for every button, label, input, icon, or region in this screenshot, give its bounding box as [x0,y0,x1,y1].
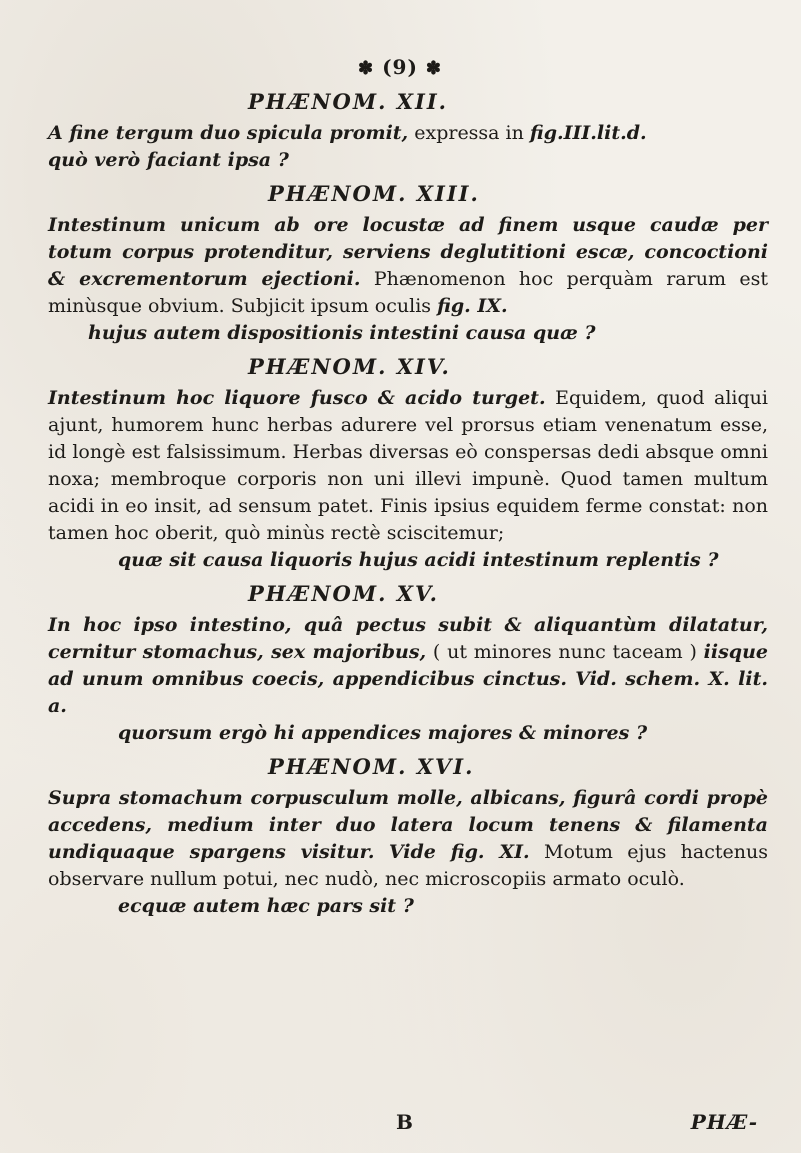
page-footer [48,1110,768,1140]
paragraph-phaenom-16 [48,785,768,893]
heading-phaenom-15: PHÆNOM. XV. [248,581,439,606]
text-italic: iisque ad unum omnibus coecis, appendicibus cinctus. Vid. schem. X. lit. a. [48,641,768,717]
heading-phaenom-14: PHÆNOM. XIV. [248,354,451,379]
text-italic: Supra stomachum corpusculum molle, albicans, figurâ cordi propè accedens, medium inter duo latera locum tenens & filamenta undiquaque spargens visitur. [48,787,768,863]
text-roman: Equidem, quod aliqui ajunt, humorem hunc herbas adurere vel prorsus etiam venenatum esse, id longè est falsissimum. Herbas diversas eò conspersas dedi absque omni noxa; membroque corporis non uni illevi impunè. Quod tamen multum acidi in eo insit, ad sensum patet. Finis ipsius equidem ferme constat: non tamen hoc oberit, quò minùs rectè sciscitemur; [48,387,768,544]
heading-phaenom-16: PHÆNOM. XVI. [268,754,475,779]
question-phaenom-16: ecquæ autem hæc pars sit ? [118,895,414,917]
figure-reference: Vide fig. XI. [388,841,530,863]
heading-phaenom-12: PHÆNOM. XII. [248,89,448,114]
paragraph-phaenom-14 [48,385,768,547]
text-roman: Motum ejus hactenus observare nullum potui, nec nudò, nec microscopiis armato oculò. [48,841,768,890]
text-italic: Intestinum unicum ab ore locustæ ad finem usque caudæ per totum corpus protenditur, serviens deglutitioni escæ, concoctioni & excrementorum ejectioni. [48,214,768,290]
ornament-right-icon: ✽ [425,58,442,79]
question-phaenom-12: quò verò faciant ipsa ? [48,149,289,171]
catchword: PHÆ- [690,1110,758,1134]
question-phaenom-14: quæ sit causa liquoris hujus acidi intestinum replentis ? [118,549,719,571]
figure-reference: fig. IX. [437,295,508,317]
paragraph-phaenom-13 [48,212,768,320]
text-italic: In hoc ipso intestino, quâ pectus subit & aliquantùm dilatatur, cernitur stomachus, sex majoribus, [48,614,768,663]
signature-mark: B [396,1110,413,1134]
text-italic: Intestinum hoc liquore fusco & acido turget. [48,387,546,409]
question-phaenom-13: hujus autem dispositionis intestini causa quæ ? [88,322,596,344]
figure-reference: fig.III.lit.d. [529,122,647,144]
heading-phaenom-13: PHÆNOM. XIII. [268,181,480,206]
ornament-left-icon: ✽ [358,58,375,79]
page-header [290,55,510,79]
page-number: (9) [382,55,418,79]
paragraph-phaenom-12 [48,120,768,147]
main-text [48,86,768,926]
text-roman: ( ut minores nunc taceam ) [432,641,697,663]
question-phaenom-15: quorsum ergò hi appendices majores & minores ? [118,722,648,744]
text-roman: expressa in [414,122,524,144]
paragraph-phaenom-15 [48,612,768,720]
text-italic: A fine tergum duo spicula promit, [48,122,409,144]
text-roman: Phænomenon hoc perquàm rarum est minùsque obvium. Subjicit ipsum oculis [48,268,768,317]
